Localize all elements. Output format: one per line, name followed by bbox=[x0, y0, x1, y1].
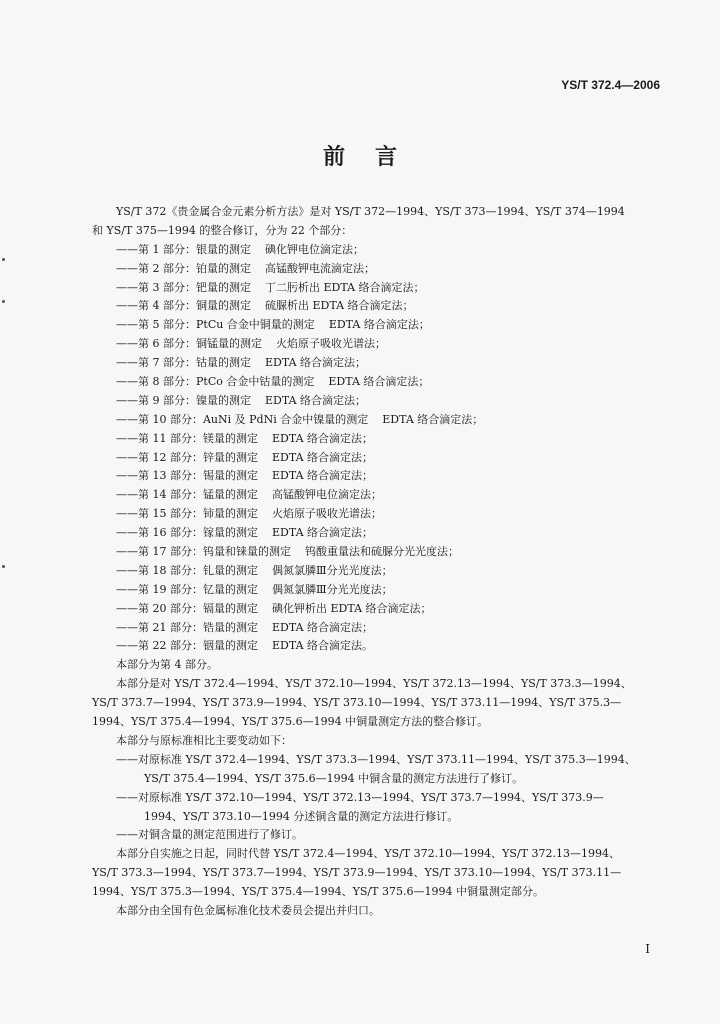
part-method: 钨酸重量法和硫脲分光光度法； bbox=[305, 545, 459, 559]
changes-intro: 本部分与原标准相比主要变动如下： bbox=[116, 733, 292, 747]
intro-line: 和 YS/T 375—1994 的整合修订，分为 22 个部分： bbox=[92, 223, 353, 237]
part-label: ——第 15 部分：铈量的测定 bbox=[116, 507, 258, 521]
part-method: EDTA 络合滴定法； bbox=[272, 526, 374, 540]
part-method: EDTA 络合滴定法； bbox=[272, 450, 374, 464]
part-item bbox=[92, 241, 660, 260]
part-item bbox=[92, 392, 660, 411]
part-item bbox=[92, 335, 660, 354]
part-item bbox=[92, 486, 660, 505]
part-item bbox=[92, 297, 660, 316]
part-item bbox=[92, 449, 660, 468]
part-label: ——第 10 部分：AuNi 及 PdNi 合金中镍量的测定 bbox=[116, 412, 369, 426]
proposer-statement: 本部分由全国有色金属标准化技术委员会提出并归口。 bbox=[116, 903, 380, 917]
page-number: I bbox=[645, 942, 650, 956]
change-item: ——对铜含量的测定范围进行了修订。 bbox=[116, 828, 303, 842]
part-method: 碘化钾电位滴定法； bbox=[265, 242, 364, 256]
part-label: ——第 12 部分：锌量的测定 bbox=[116, 450, 258, 464]
part-method: EDTA 络合滴定法。 bbox=[272, 639, 374, 653]
part-item bbox=[92, 505, 660, 524]
change-item: ——对原标准 YS/T 372.4—1994、YS/T 373.3—1994、YS/T 373.11—1994、YS/T 375.3—1994、 bbox=[116, 752, 636, 766]
replace-line: YS/T 373.3—1994、YS/T 373.7—1994、YS/T 373.9—1994、YS/T 373.10—1994、YS/T 373.11— bbox=[92, 866, 622, 880]
part-label: ——第 8 部分：PtCo 合金中钴量的测定 bbox=[116, 375, 315, 389]
part-method: 火焰原子吸收光谱法； bbox=[276, 337, 386, 351]
part-label: ——第 4 部分：铜量的测定 bbox=[116, 299, 251, 313]
part-label: ——第 7 部分：钴量的测定 bbox=[116, 356, 251, 370]
page-title: 前言 bbox=[322, 144, 427, 170]
change-item-cont: YS/T 375.4—1994、YS/T 375.6—1994 中铜含量的测定方法进行了修订。 bbox=[144, 771, 524, 785]
part-item bbox=[92, 524, 660, 543]
part-item bbox=[92, 637, 660, 656]
change-item: ——对原标准 YS/T 372.10—1994、YS/T 372.13—1994、YS/T 373.7—1994、YS/T 373.9— bbox=[116, 790, 604, 804]
part-label: ——第 21 部分：锆量的测定 bbox=[116, 620, 258, 634]
preface-body bbox=[92, 203, 660, 921]
change-item-cont: 1994、YS/T 373.10—1994 分述铜含量的测定方法进行修订。 bbox=[144, 809, 459, 823]
part-method: EDTA 络合滴定法； bbox=[265, 356, 367, 370]
part-method: EDTA 络合滴定法； bbox=[328, 318, 430, 332]
part-label: ——第 19 部分：钇量的测定 bbox=[116, 582, 258, 596]
part-label: ——第 17 部分：钨量和铼量的测定 bbox=[116, 545, 291, 559]
intro-line: YS/T 372《贵金属合金元素分析方法》是对 YS/T 372—1994、YS/T 373—1994、YS/T 374—1994 bbox=[116, 205, 625, 218]
part-item bbox=[92, 562, 660, 581]
part-method: 丁二肟析出 EDTA 络合滴定法； bbox=[265, 280, 425, 294]
part-item bbox=[92, 373, 660, 392]
part-label: ——第 18 部分：钆量的测定 bbox=[116, 563, 258, 577]
part-item bbox=[92, 411, 660, 430]
part-method: 火焰原子吸收光谱法； bbox=[272, 507, 382, 521]
part-method: 碘化钾析出 EDTA 络合滴定法； bbox=[272, 601, 432, 615]
part-method: 偶氮氯膦Ⅲ分光光度法； bbox=[272, 582, 393, 596]
part-item bbox=[92, 543, 660, 562]
part-label: ——第 13 部分：锡量的测定 bbox=[116, 469, 258, 483]
parts-list bbox=[92, 241, 660, 657]
part-label: ——第 6 部分：铜锰量的测定 bbox=[116, 337, 262, 351]
standard-code: YS/T 372.4—2006 bbox=[561, 78, 660, 92]
part-label: ——第 20 部分：镉量的测定 bbox=[116, 601, 258, 615]
part-method: 高锰酸钾电位滴定法； bbox=[272, 488, 382, 502]
part-label: ——第 3 部分：钯量的测定 bbox=[116, 280, 251, 294]
part-method: EDTA 络合滴定法； bbox=[272, 469, 374, 483]
this-part-statement: 本部分为第 4 部分。 bbox=[116, 658, 218, 672]
part-item bbox=[92, 430, 660, 449]
part-method: EDTA 络合滴定法； bbox=[272, 620, 374, 634]
part-item bbox=[92, 467, 660, 486]
integration-line: 本部分是对 YS/T 372.4—1994、YS/T 372.10—1994、YS/T 372.13—1994、YS/T 373.3—1994、 bbox=[116, 677, 632, 691]
part-item bbox=[92, 279, 660, 298]
replace-line: 本部分自实施之日起，同时代替 YS/T 372.4—1994、YS/T 372.10—1994、YS/T 372.13—1994、 bbox=[116, 847, 620, 861]
integration-line: YS/T 373.7—1994、YS/T 373.9—1994、YS/T 373.10—1994、YS/T 373.11—1994、YS/T 375.3— bbox=[92, 696, 622, 710]
part-method: 高锰酸钾电流滴定法； bbox=[265, 261, 375, 275]
part-method: EDTA 络合滴定法； bbox=[382, 412, 484, 426]
part-method: 硫脲析出 EDTA 络合滴定法； bbox=[265, 299, 414, 313]
part-item bbox=[92, 316, 660, 335]
part-label: ——第 22 部分：铟量的测定 bbox=[116, 639, 258, 653]
part-label: ——第 16 部分：镓量的测定 bbox=[116, 526, 258, 540]
part-label: ——第 2 部分：铂量的测定 bbox=[116, 261, 251, 275]
part-label: ——第 1 部分：银量的测定 bbox=[116, 242, 251, 256]
part-label: ——第 5 部分：PtCu 合金中铜量的测定 bbox=[116, 318, 315, 332]
part-item bbox=[92, 600, 660, 619]
part-method: EDTA 络合滴定法； bbox=[328, 375, 430, 389]
part-label: ——第 14 部分：锰量的测定 bbox=[116, 488, 258, 502]
part-item bbox=[92, 354, 660, 373]
part-method: EDTA 络合滴定法； bbox=[265, 393, 367, 407]
part-method: EDTA 络合滴定法； bbox=[272, 431, 374, 445]
replace-line: 1994、YS/T 375.3—1994、YS/T 375.4—1994、YS/T 375.6—1994 中铜量测定部分。 bbox=[92, 885, 544, 899]
part-item bbox=[92, 260, 660, 279]
part-label: ——第 11 部分：镁量的测定 bbox=[116, 431, 258, 445]
part-item bbox=[92, 581, 660, 600]
scan-edge-mark bbox=[2, 300, 5, 303]
part-item bbox=[92, 619, 660, 638]
integration-line: 1994、YS/T 375.4—1994、YS/T 375.6—1994 中铜量测定方法的整合修订。 bbox=[92, 715, 489, 729]
part-label: ——第 9 部分：镍量的测定 bbox=[116, 393, 251, 407]
part-method: 偶氮氯膦Ⅲ分光光度法； bbox=[272, 563, 393, 577]
scan-edge-mark bbox=[2, 565, 5, 568]
scan-edge-mark bbox=[2, 258, 5, 261]
